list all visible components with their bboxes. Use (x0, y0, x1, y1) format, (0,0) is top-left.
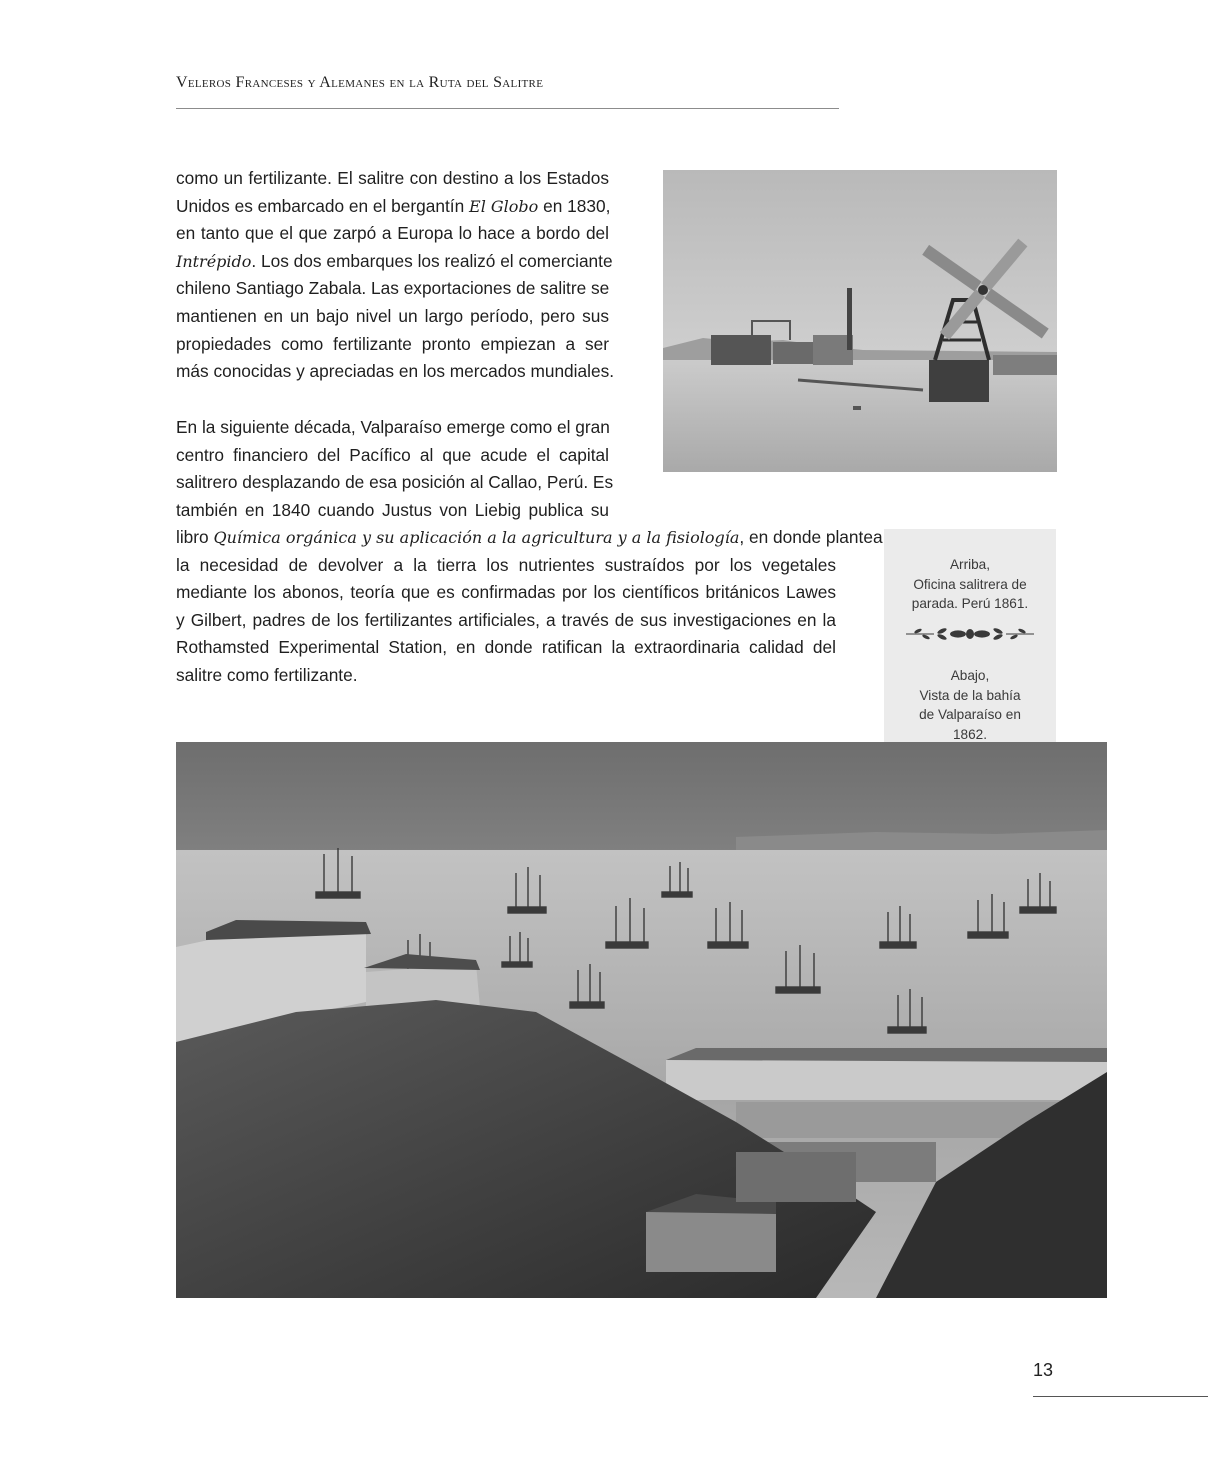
footer-rule (1033, 1396, 1208, 1397)
text-line: más conocidas y apreciadas en los mercados mundiales. (176, 361, 615, 382)
caption-line: Vista de la bahía (919, 687, 1021, 703)
book-title: Química orgánica y su aplicación a la agricultura y a la fisiología (213, 528, 740, 547)
text-line: también en 1840 cuando Justus von Liebig publica su (176, 499, 609, 520)
body-paragraph-2-narrow (176, 414, 614, 524)
caption-line: Oficina salitrera de (913, 576, 1027, 592)
text-line: En la siguiente década, Valparaíso emerge como el gran (176, 417, 610, 437)
running-header-title: Veleros Franceses y Alemanes en la Ruta del Salitre (176, 74, 544, 91)
photo-windmill-salitrera (663, 170, 1057, 472)
caption-line: parada. Perú 1861. (911, 596, 1029, 612)
text-line: Rothamsted Experimental Station, en donde ratifican la extraordinaria calidad del (176, 637, 836, 658)
caption-line: de Valparaíso en (919, 707, 1021, 723)
ship-name-el-globo: El Globo (469, 196, 539, 216)
text-line: salitre como fertilizante. (176, 664, 358, 685)
text-line: centro financiero del Pacífico al que acude el capital (176, 444, 609, 465)
caption-line: Arriba, (949, 557, 991, 572)
text-line: mediante los abonos, teoría que es confirmadas por los científicos británicos Lawes (176, 582, 836, 603)
caption-bottom (884, 666, 1056, 744)
caption-box (884, 529, 1056, 769)
text-line: Intrépido. Los dos embarques los realizó el comerciante (176, 250, 613, 271)
header-rule (176, 108, 839, 109)
page-number: 13 (1033, 1360, 1054, 1380)
text-line: en tanto que el que zarpó a Europa lo hace a bordo del (176, 223, 609, 244)
caption-line: Abajo, (950, 668, 990, 683)
body-paragraph-1 (176, 165, 615, 386)
text-line: como un fertilizante. El salitre con destino a los Estados (176, 168, 609, 188)
text-line: chileno Santiago Zabala. Las exportaciones de salitre se (176, 278, 610, 299)
text-line: y Gilbert, padres de los fertilizantes artificiales, a través de sus investigaciones en la (176, 609, 836, 630)
text-line: propiedades como fertilizante pronto empiezan a ser (176, 333, 609, 354)
caption-top (884, 555, 1056, 614)
text-line: libro Química orgánica y su aplicación a la agricultura y a la fisiología, en donde plantea (176, 527, 883, 547)
ship-name-intrepido: Intrépido (176, 251, 252, 271)
caption-line: 1862. (952, 726, 988, 742)
photo-valparaiso-bay (176, 742, 1107, 1298)
text-line: Unidos es embarcado en el bergantín El Globo en 1830, (176, 195, 611, 216)
text-line: mantienen en un bajo nivel un largo período, pero sus (176, 305, 609, 326)
body-paragraph-2-wide (176, 524, 883, 690)
text-line: la necesidad de devolver a la tierra los nutrientes sustraídos por los vegetales (176, 554, 836, 575)
text-line: salitrero desplazando de esa posición al Callao, Perú. Es (176, 472, 614, 493)
ornament-divider-icon (904, 626, 1036, 642)
